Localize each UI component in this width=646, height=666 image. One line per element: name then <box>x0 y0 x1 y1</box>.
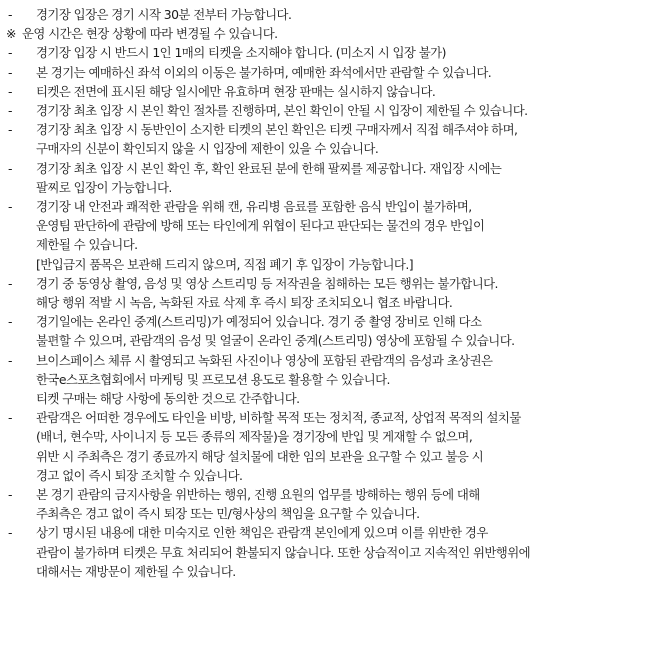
text-line: 경기장 입장은 경기 시작 30분 전부터 가능합니다. <box>36 7 292 22</box>
text-line: 운영 시간은 현장 상황에 따라 변경될 수 있습니다. <box>22 26 278 42</box>
item-text <box>36 312 642 350</box>
text-line: [반입금지 품목은 보관해 드리지 않으며, 직접 폐기 후 입장이 가능합니다.] <box>36 256 414 272</box>
list-item <box>6 24 642 43</box>
item-text <box>36 197 642 274</box>
item-text <box>36 43 642 62</box>
item-text <box>36 351 642 409</box>
bullet-marker: - <box>8 487 12 503</box>
list-item <box>6 274 642 312</box>
text-line: 팔찌로 입장이 가능합니다. <box>36 179 172 195</box>
text-line: 한국e스포츠협회에서 마케팅 및 프로모션 용도로 활용할 수 있습니다. <box>36 371 390 387</box>
item-text <box>36 408 642 485</box>
list-item <box>6 523 642 581</box>
item-text <box>36 82 642 101</box>
list-item <box>6 485 642 523</box>
list-item <box>6 63 642 82</box>
text-line: 제한될 수 있습니다. <box>36 237 138 253</box>
list-item <box>6 101 642 120</box>
item-text <box>36 101 642 120</box>
list-item <box>6 197 642 274</box>
text-line: 경기일에는 온라인 중계(스트리밍)가 예정되어 있습니다. 경기 중 촬영 장비로 인해 다소 <box>36 314 482 330</box>
item-text <box>36 523 642 581</box>
bullet-marker: - <box>8 199 12 215</box>
bullet-marker: - <box>8 525 12 541</box>
text-line: 경기장 최초 입장 시 본인 확인 후, 확인 완료된 분에 한해 팔찌를 제공합니다. 재입장 시에는 <box>36 160 502 176</box>
text-line: 경기장 최초 입장 시 본인 확인 절차를 진행하며, 본인 확인이 안될 시 입장이 제한될 수 있습니다. <box>36 103 528 119</box>
text-line: 본 경기 관람의 금지사항을 위반하는 행위, 진행 요원의 업무를 방해하는 행위 등에 대해 <box>36 487 480 503</box>
item-text <box>22 24 642 43</box>
item-text <box>36 63 642 82</box>
list-item <box>6 408 642 485</box>
item-text <box>36 5 642 24</box>
bullet-marker: - <box>8 160 12 176</box>
list-item <box>6 312 642 350</box>
list-item <box>6 5 642 24</box>
bullet-marker: - <box>8 45 12 61</box>
bullet-marker: - <box>8 103 12 119</box>
text-line: 위반 시 주최측은 경기 종료까지 해당 설치물에 대한 임의 보관을 요구할 수 있고 불응 시 <box>36 448 484 464</box>
text-line: 경기장 입장 시 반드시 1인 1매의 티켓을 소지해야 합니다. (미소지 시 입장 불가) <box>36 45 446 61</box>
text-line: 본 경기는 예매하신 좌석 이외의 이동은 불가하며, 예매한 좌석에서만 관람할 수 있습니다. <box>36 64 492 80</box>
item-text <box>36 274 642 312</box>
text-line: 경고 없이 즉시 퇴장 조치할 수 있습니다. <box>36 467 243 483</box>
text-line: 관람객은 어떠한 경우에도 타인을 비방, 비하할 목적 또는 정치적, 종교적, 상업적 목적의 설치물 <box>36 410 521 426</box>
list-item <box>6 351 642 409</box>
text-line: 불편할 수 있으며, 관람객의 음성 및 얼굴이 온라인 중계(스트리밍) 영상에 포함될 수 있습니다. <box>36 333 515 349</box>
item-text <box>36 120 642 158</box>
list-item <box>6 120 642 158</box>
text-line: 브이스페이스 체류 시 촬영되고 녹화된 사진이나 영상에 포함된 관람객의 음성과 초상권은 <box>36 352 493 368</box>
bullet-marker: - <box>8 314 12 330</box>
bullet-marker: - <box>8 122 12 138</box>
bullet-marker: - <box>8 64 12 80</box>
text-line: 경기장 최초 입장 시 동반인이 소지한 티켓의 본인 확인은 티켓 구매자께서 직접 해주셔야 하며, <box>36 122 518 138</box>
item-text <box>36 159 642 197</box>
text-line: 경기장 내 안전과 쾌적한 관람을 위해 캔, 유리병 음료를 포함한 음식 반입이 불가하며, <box>36 199 472 215</box>
text-line: (배너, 현수막, 사이니지 등 모든 종류의 제작물)을 경기장에 반입 및 게재할 수 없으며, <box>36 429 473 445</box>
list-item <box>6 82 642 101</box>
list-item <box>6 43 642 62</box>
text-line: 주최측은 경고 없이 즉시 퇴장 또는 민/형사상의 책임을 요구할 수 있습니다. <box>36 506 420 522</box>
text-line: 운영팀 판단하에 관람에 방해 또는 타인에게 위협이 된다고 판단되는 물건의 경우 반입이 <box>36 218 485 234</box>
bullet-marker: - <box>8 275 12 291</box>
bullet-marker: - <box>8 410 12 426</box>
text-line: 해당 행위 적발 시 녹음, 녹화된 자료 삭제 후 즉시 퇴장 조치되오니 협조 바랍니다. <box>36 295 453 311</box>
bullet-marker: - <box>8 7 12 22</box>
list-item <box>6 159 642 197</box>
text-line: 경기 중 동영상 촬영, 음성 및 영상 스트리밍 등 저작권을 침해하는 모든 행위는 불가합니다. <box>36 275 498 291</box>
text-line: 관람이 불가하며 티켓은 무효 처리되어 환불되지 않습니다. 또한 상습적이고 지속적인 위반행위에 <box>36 544 531 560</box>
bullet-marker: - <box>8 83 12 99</box>
reference-mark-icon: ※ <box>6 26 16 42</box>
item-text <box>36 485 642 523</box>
text-line: 티켓 구매는 해당 사항에 동의한 것으로 간주합니다. <box>36 391 300 407</box>
text-line: 티켓은 전면에 표시된 해당 일시에만 유효하며 현장 판매는 실시하지 않습니다. <box>36 83 436 99</box>
bullet-marker: - <box>8 352 12 368</box>
text-line: 상기 명시된 내용에 대한 미숙지로 인한 책임은 관람객 본인에게 있으며 이를 위반한 경우 <box>36 525 488 541</box>
text-line: 대해서는 재방문이 제한될 수 있습니다. <box>36 563 236 579</box>
text-line: 구매자의 신분이 확인되지 않을 시 입장에 제한이 있을 수 있습니다. <box>36 141 379 157</box>
